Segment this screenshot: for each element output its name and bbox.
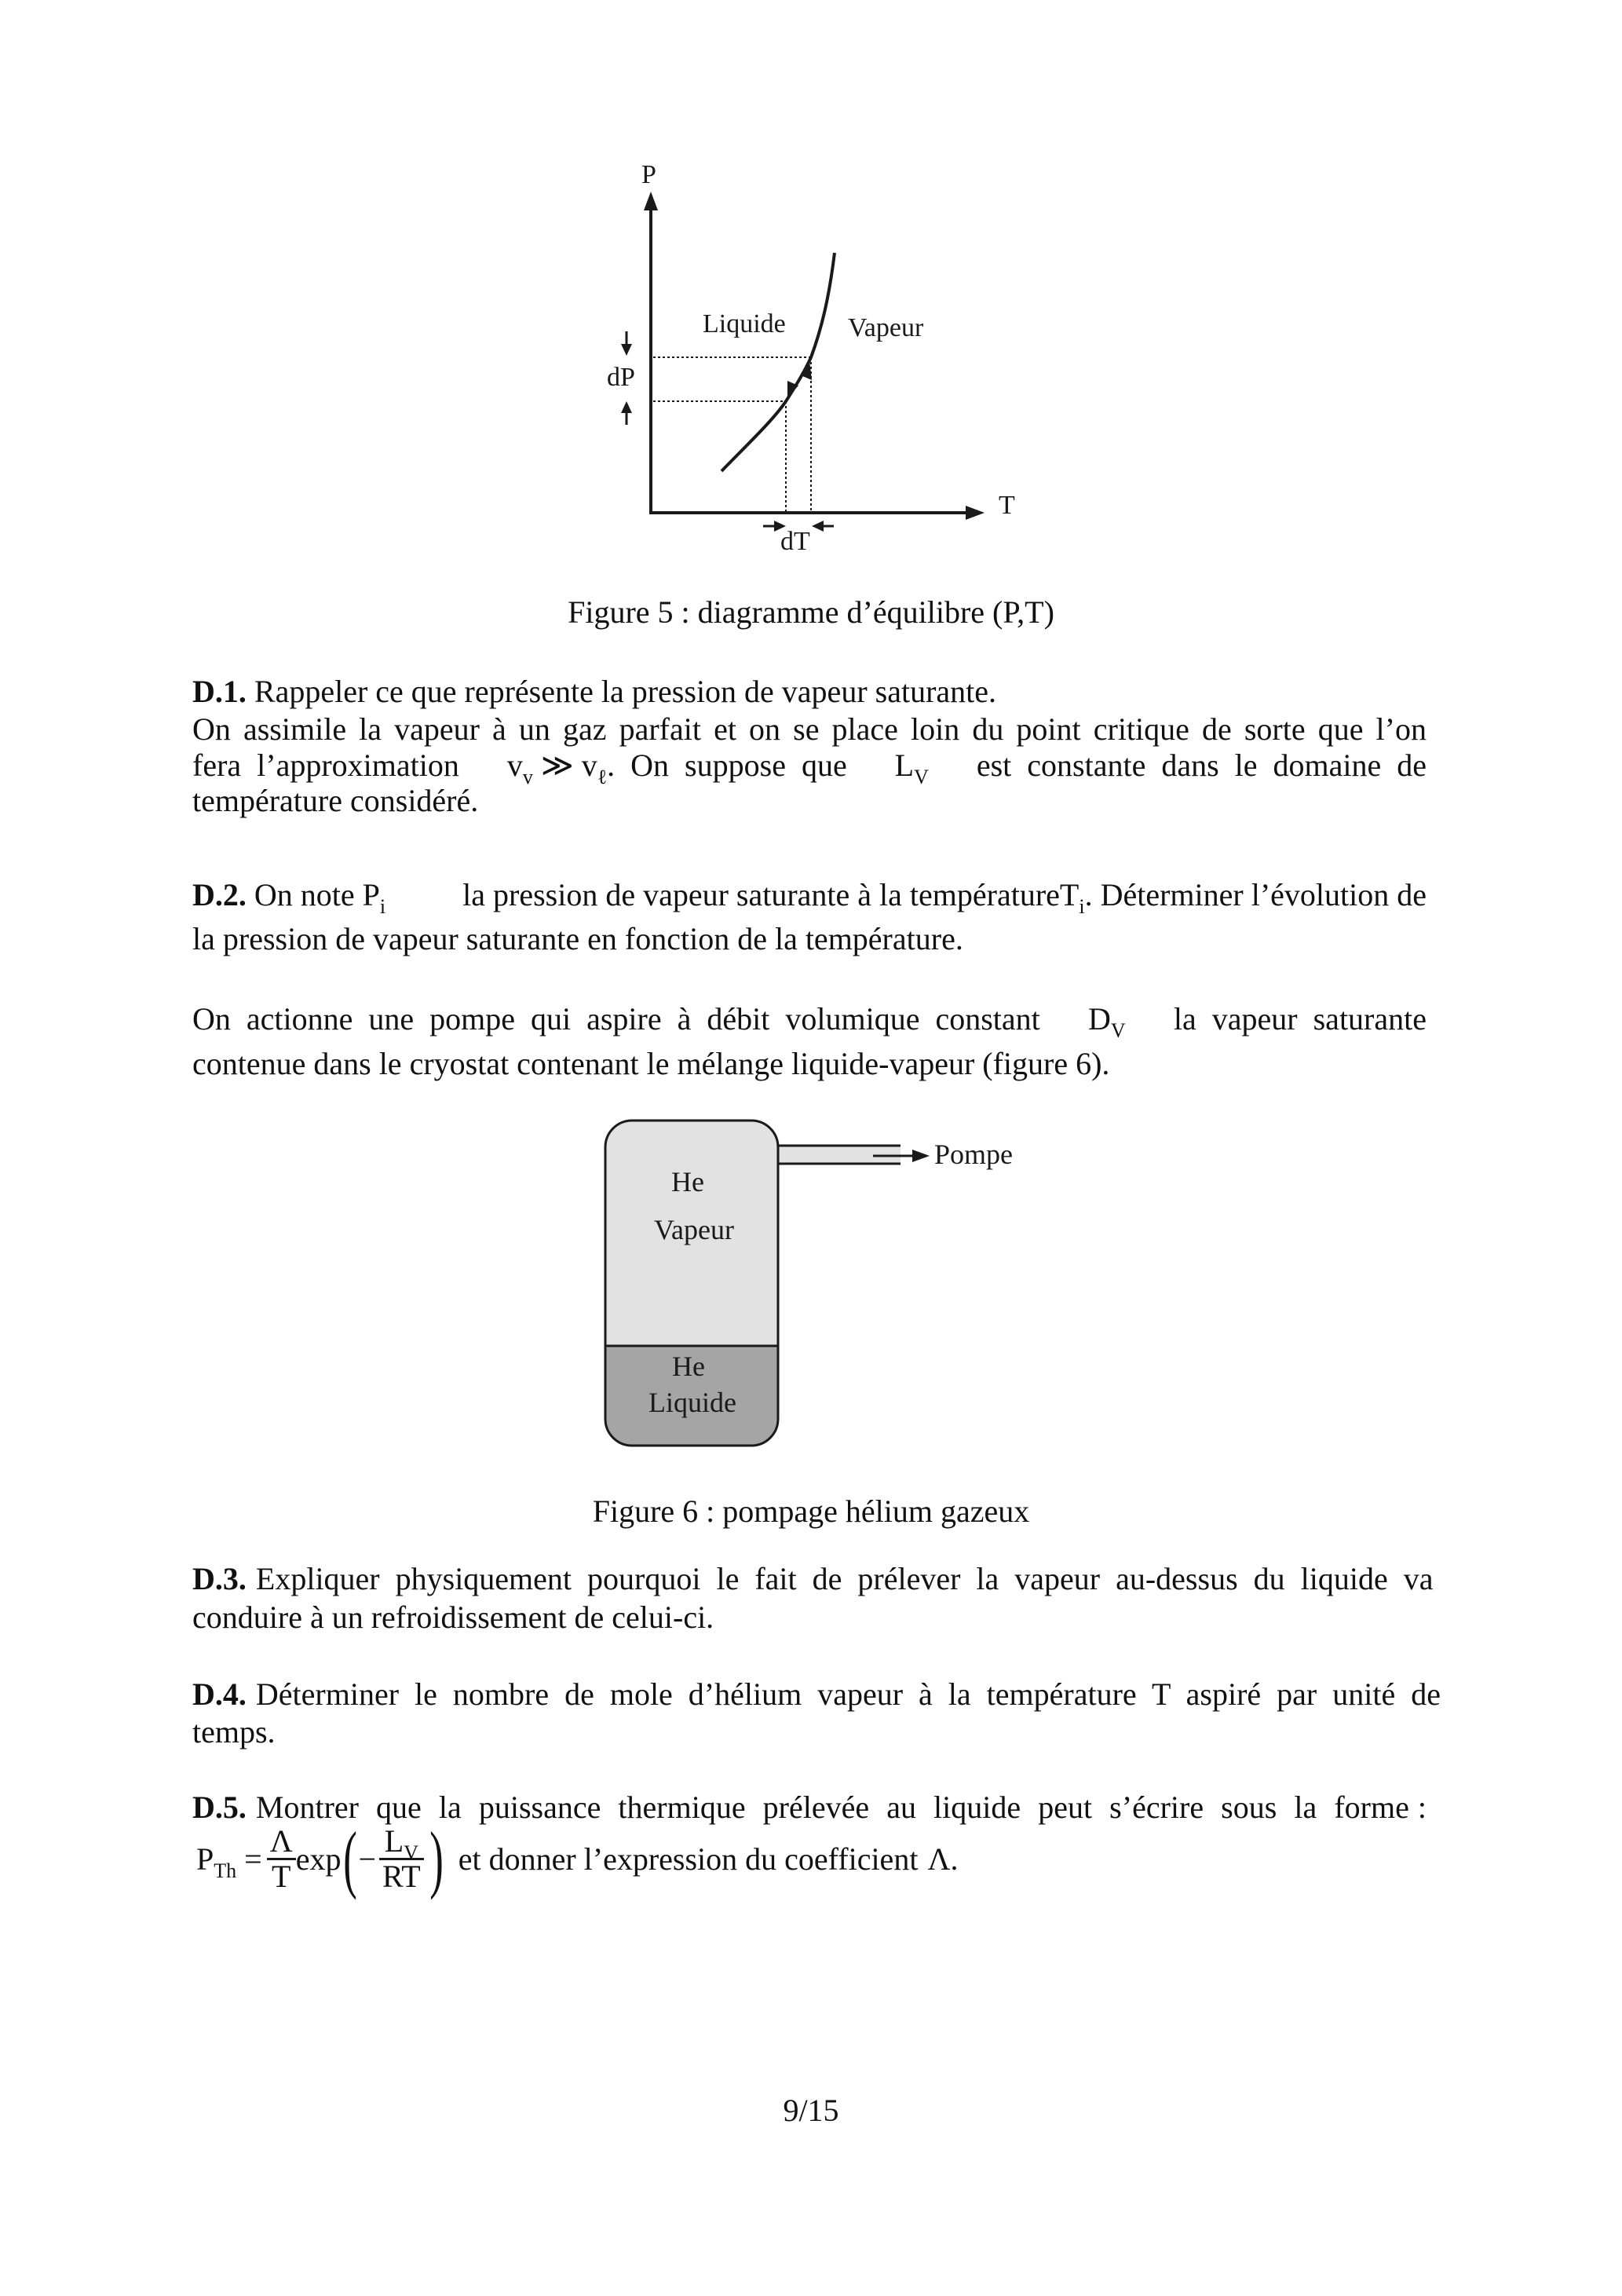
fraction-denominator: T: [271, 1858, 291, 1894]
vapor-label: Vapeur: [654, 1214, 734, 1245]
math-symbol: v: [581, 748, 597, 783]
fraction-numerator: Λ: [267, 1825, 296, 1860]
dp-arrow-up-icon: [621, 401, 632, 413]
figure-6-caption: Figure 6 : pompage hélium gazeux: [592, 1493, 1030, 1529]
pump-paragraph-line1: [192, 1001, 1427, 1042]
math-symbol: T: [1059, 877, 1080, 912]
math-symbol: L: [894, 748, 915, 783]
formula-thermal-power: [196, 1815, 958, 1902]
math-subscript: V: [404, 1841, 418, 1864]
math-symbol: v: [506, 748, 523, 783]
text: fera l’approximation: [192, 748, 459, 783]
fraction-lambda-over-t: [267, 1825, 296, 1893]
p-axis-label: P: [641, 160, 656, 189]
math-function: exp: [295, 1841, 342, 1877]
page-number: 9/15: [783, 2093, 839, 2128]
question-number: D.1.: [192, 674, 247, 709]
dt-arrow-left-icon: [812, 521, 824, 532]
fraction-denominator: RT: [382, 1858, 421, 1894]
math-subscript: i: [379, 895, 386, 918]
paragraph-line: On assimile la vapeur à un gaz parfait et on se place loin du point critique de sorte que l’on: [192, 711, 1427, 747]
text: . Déterminer l’évolution de: [1084, 877, 1427, 912]
text: .: [950, 1841, 959, 1877]
text: . On suppose que: [607, 748, 847, 783]
paragraph-line: conduire à un refroidissement de celui-ci.: [192, 1600, 714, 1635]
question-d2-middle: [462, 877, 1427, 918]
figure-5-phase-diagram: [0, 0, 1622, 597]
question-d3-line1: [192, 1561, 1434, 1596]
question-number: D.4.: [192, 1676, 247, 1712]
t-axis-arrow-icon: [966, 506, 985, 520]
math-pi: [362, 877, 386, 918]
math-operator: −: [358, 1841, 377, 1877]
math-subscript: V: [914, 766, 929, 788]
text: la vapeur saturante: [1173, 1001, 1427, 1036]
math-subscript: Th: [214, 1859, 237, 1882]
paragraph-line: la pression de vapeur saturante en fonction de la température.: [192, 921, 963, 956]
p-axis-arrow-icon: [644, 192, 658, 210]
math-subscript: v: [522, 766, 533, 788]
liquid-label: Liquide: [648, 1387, 736, 1418]
text: est constante dans le domaine de: [976, 748, 1427, 783]
formula-lhs: [196, 1841, 237, 1882]
figure-6-cryostat: [0, 1099, 1622, 1468]
pump-arrow-icon: [912, 1150, 930, 1162]
math-ti: [1059, 877, 1085, 918]
region-vapor-label: Vapeur: [848, 313, 924, 342]
math-subscript: i: [1079, 895, 1085, 918]
curve-arrow-up-icon: [801, 360, 812, 380]
math-symbol: P: [362, 877, 380, 912]
question-number: D.5.: [192, 1790, 247, 1825]
math-subscript: V: [1110, 1019, 1126, 1042]
question-text: Montrer que la puissance thermique prélevée au liquide peut s’écrire sous la forme :: [255, 1790, 1427, 1825]
saturation-curve: [721, 253, 835, 471]
right-paren-icon: ): [429, 1816, 444, 1900]
text: On note: [254, 877, 355, 912]
paragraph-line: temps.: [192, 1714, 276, 1749]
math-dv: [1088, 1001, 1126, 1042]
question-text: Rappeler ce que représente la pression de vapeur saturante.: [254, 674, 997, 709]
pump-label: Pompe: [934, 1139, 1014, 1170]
math-symbol: L: [384, 1823, 404, 1859]
text: On actionne une pompe qui aspire à débit volumique constant: [192, 1001, 1040, 1036]
question-number: D.2.: [192, 877, 247, 912]
paragraph-line: contenue dans le cryostat contenant le mélange liquide-vapeur (figure 6).: [192, 1046, 1110, 1081]
paragraph-line: température considéré.: [192, 783, 479, 818]
math-operator: =: [244, 1841, 262, 1877]
vapor-label-he: He: [671, 1166, 704, 1197]
t-axis-label: T: [999, 491, 1015, 520]
dp-arrow-down-icon: [621, 344, 632, 356]
text: la pression de vapeur saturante à la température: [462, 877, 1060, 912]
dt-label: dT: [780, 527, 810, 556]
math-operator: ≫: [540, 748, 574, 783]
question-d2-line1: [192, 877, 1427, 918]
question-number: D.3.: [192, 1561, 247, 1596]
region-liquid-label: Liquide: [703, 309, 786, 338]
dp-label: dP: [607, 363, 635, 392]
liquid-label-he: He: [672, 1351, 705, 1382]
math-symbol-lambda: Λ: [927, 1841, 951, 1877]
figure-5-caption: Figure 5 : diagramme d’équilibre (P,T): [568, 594, 1054, 630]
question-text: Déterminer le nombre de mole d’hélium vapeur à la température T aspiré par unité de: [255, 1676, 1441, 1712]
question-d2-start: [192, 877, 386, 918]
question-d4-line1: [192, 1676, 1441, 1712]
math-latent-heat: [894, 748, 929, 788]
left-paren-icon: (: [343, 1816, 358, 1900]
math-approximation: [506, 748, 847, 788]
question-text: Expliquer physiquement pourquoi le fait de prélever la vapeur au-dessus du liquide va: [255, 1561, 1434, 1596]
math-symbol: D: [1088, 1001, 1111, 1036]
text: et donner l’expression du coefficient: [458, 1841, 919, 1877]
question-d1-line1: [192, 676, 1427, 707]
paragraph-line-approximation: [192, 748, 1427, 788]
math-subscript: ℓ: [597, 766, 608, 788]
math-symbol: P: [196, 1841, 214, 1877]
fraction-lv-over-rt: [379, 1825, 424, 1893]
fraction-numerator: [379, 1823, 424, 1864]
